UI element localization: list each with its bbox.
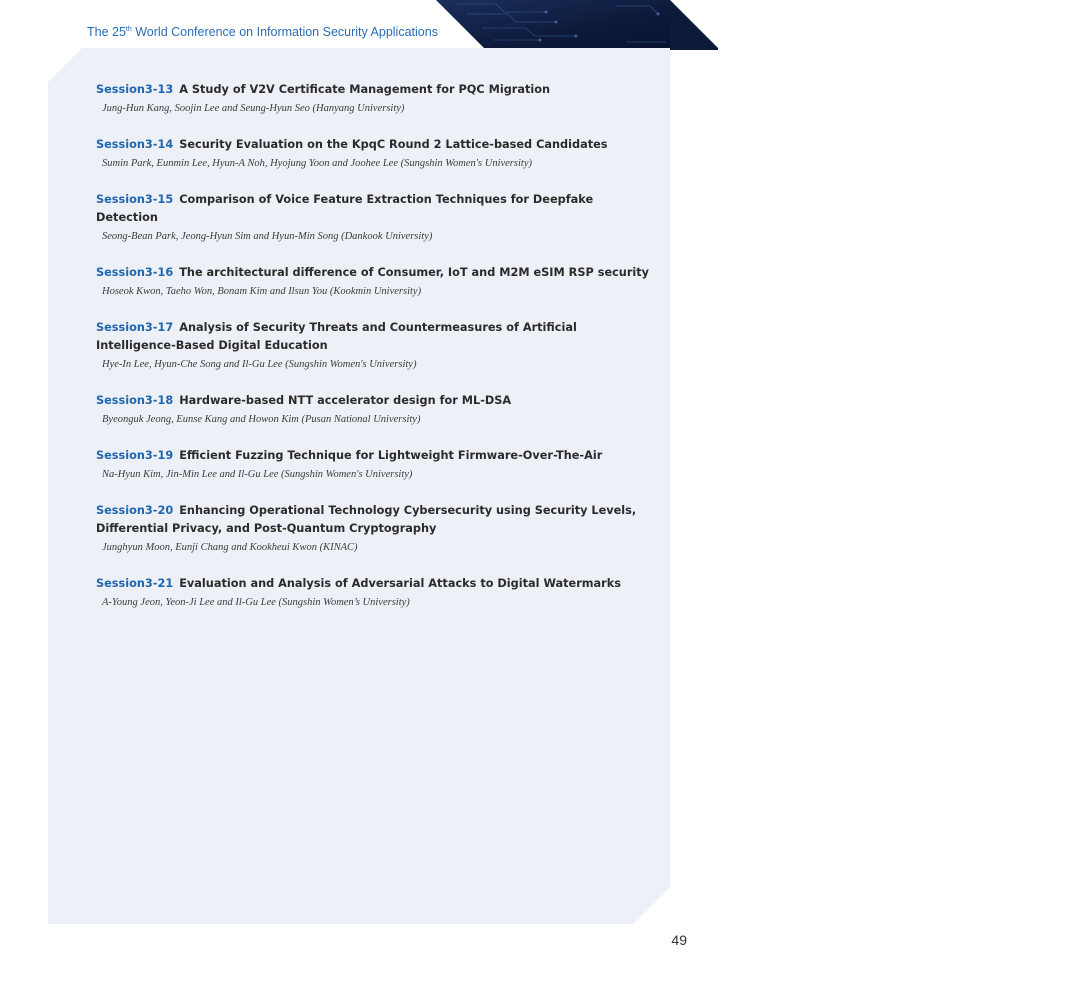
session-title: Hardware-based NTT accelerator design for ML-DSA xyxy=(179,394,512,407)
session-heading xyxy=(96,392,656,410)
session-heading xyxy=(96,575,656,593)
session-title: Comparison of Voice Feature Extraction Techniques for Deepfake Detection xyxy=(96,193,594,224)
header-title xyxy=(87,25,438,39)
page-number: 49 xyxy=(671,932,687,948)
session-code: Session3-21 xyxy=(96,577,174,590)
session-heading xyxy=(96,319,656,355)
session-title: Efficient Fuzzing Technique for Lightweight Firmware-Over-The-Air xyxy=(179,449,603,462)
header-title-prefix: The 25 xyxy=(87,25,126,39)
session-item xyxy=(96,264,656,300)
session-title: The architectural difference of Consumer, IoT and M2M eSIM RSP security xyxy=(179,266,650,279)
session-code: Session3-17 xyxy=(96,321,174,334)
session-code: Session3-19 xyxy=(96,449,174,462)
brand-title: WISA 2024 xyxy=(936,8,1072,33)
header-banner xyxy=(436,0,1072,50)
session-heading xyxy=(96,502,656,538)
session-item xyxy=(96,502,656,556)
session-authors: Sumin Park, Eunmin Lee, Hyun-A Noh, Hyojung Yoon and Joohee Lee (Sungshin Women's University) xyxy=(102,158,532,169)
session-item xyxy=(96,81,656,117)
session-authors: A-Young Jeon, Yeon-Ji Lee and Il-Gu Lee (Sungshin Women’s University) xyxy=(102,597,410,608)
session-code: Session3-15 xyxy=(96,193,174,206)
banner-background xyxy=(436,0,718,50)
session-authors: Hye-In Lee, Hyun-Che Song and Il-Gu Lee (Sungshin Women's University) xyxy=(102,359,417,370)
session-authors: Junghyun Moon, Eunji Chang and Kookheui Kwon (KINAC) xyxy=(102,542,358,553)
session-item xyxy=(96,191,656,245)
session-code: Session3-18 xyxy=(96,394,174,407)
session-authors: Hoseok Kwon, Taeho Won, Bonam Kim and Ilsun You (Kookmin University) xyxy=(102,286,422,297)
session-heading xyxy=(96,191,656,227)
session-heading xyxy=(96,447,656,465)
session-title: A Study of V2V Certificate Management for PQC Migration xyxy=(179,83,551,96)
session-authors: Jung-Hun Kang, Soojin Lee and Seung-Hyun Seo (Hanyang University) xyxy=(102,103,405,114)
session-item xyxy=(96,136,656,172)
header-title-suffix: World Conference on Information Security Applications xyxy=(131,25,438,39)
session-code: Session3-13 xyxy=(96,83,174,96)
session-heading xyxy=(96,264,656,282)
session-code: Session3-14 xyxy=(96,138,174,151)
session-title: Enhancing Operational Technology Cybersecurity using Security Levels, Differential Privacy, and Post-Quantum Cryptography xyxy=(96,504,637,535)
session-title: Security Evaluation on the KpqC Round 2 Lattice-based Candidates xyxy=(179,138,608,151)
session-heading xyxy=(96,81,656,99)
session-title: Analysis of Security Threats and Countermeasures of Artificial Intelligence-Based Digital Education xyxy=(96,321,577,352)
session-item xyxy=(96,575,656,611)
session-authors: Byeonguk Jeong, Eunse Kang and Howon Kim (Pusan National University) xyxy=(102,414,421,425)
session-item xyxy=(96,392,656,428)
session-authors: Na-Hyun Kim, Jin-Min Lee and Il-Gu Lee (Sungshin Women's University) xyxy=(102,469,413,480)
header-title-superscript: th xyxy=(125,26,132,33)
session-authors: Seong-Bean Park, Jeong-Hyun Sim and Hyun-Min Song (Dankook University) xyxy=(102,231,433,242)
session-item xyxy=(96,447,656,483)
session-code: Session3-20 xyxy=(96,504,174,517)
session-code: Session3-16 xyxy=(96,266,174,279)
session-list xyxy=(96,81,656,630)
session-heading xyxy=(96,136,656,154)
session-item xyxy=(96,319,656,373)
session-title: Evaluation and Analysis of Adversarial Attacks to Digital Watermarks xyxy=(179,577,621,590)
